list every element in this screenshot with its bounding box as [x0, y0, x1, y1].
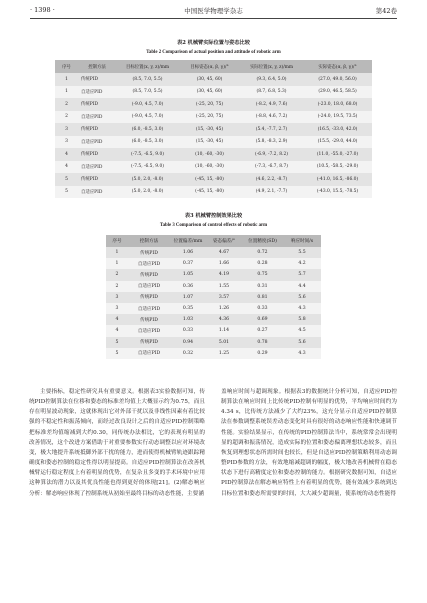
table2-cell: (27.0, 49.0, 56.0)	[303, 73, 372, 86]
table2-cell: 传统PID	[78, 123, 116, 136]
table2-cell: (-7.5, -6.5, 9.0)	[116, 148, 179, 161]
table2-caption-en: Table 2 Comparison of actual position and attitude of robotic arm	[146, 50, 281, 55]
table2-cell: 5	[55, 186, 78, 199]
table2-cell: 传统PID	[78, 98, 116, 111]
table2-header-cell: 序号	[55, 60, 78, 73]
table2-cell: (4.6, 2.2, -8.7)	[240, 173, 303, 186]
body-column-right	[221, 387, 397, 499]
table3-cell: 4.5	[283, 325, 321, 336]
page-header	[30, 6, 397, 18]
table2-row	[55, 148, 372, 161]
table3-row	[106, 325, 321, 336]
table3-caption-en: Table 3 Comparison of control effects of robotic arm	[159, 223, 268, 228]
table2-row	[55, 111, 372, 124]
table3-row	[106, 292, 321, 303]
table3-cell: 3	[106, 292, 128, 303]
table3-cell: 传统PID	[128, 337, 170, 348]
table2-cell: (5.0, 2.0, -8.0)	[116, 173, 179, 186]
table3-cell: 5.6	[283, 337, 321, 348]
table3-cell: 传统PID	[128, 314, 170, 325]
table2-cell: (-41.0, 16.5, -86.0)	[303, 173, 372, 186]
table2-cell: (11.0, -55.0, -27.0)	[303, 148, 372, 161]
table2-header-cell: 实际姿态(α, β, γ)/°	[303, 60, 372, 73]
table2-cell: (16.5, -33.0, 42.0)	[303, 123, 372, 136]
table3-cell: 2	[106, 269, 128, 280]
table3-cell: 4.19	[206, 269, 242, 280]
table3-row	[106, 314, 321, 325]
table2-cell: 3	[55, 136, 78, 149]
table2-cell: (-43.0, 15.5, -78.5)	[303, 186, 372, 199]
table3-header-cell: 位置偏差/mm	[170, 235, 206, 247]
table2-cell: (-7.5, -6.5, 9.0)	[116, 161, 179, 174]
table3-row	[106, 281, 321, 292]
table2-cell: (15, -30, 45)	[179, 136, 240, 149]
table2-cell: (9.3, 6.4, 5.0)	[240, 73, 303, 86]
table3-cell: 0.31	[242, 281, 283, 292]
table3-cell: 5.7	[283, 269, 321, 280]
table2-cell: (-25, 20, 75)	[179, 98, 240, 111]
table2-cell: (-24.0, 19.5, 73.5)	[303, 111, 372, 124]
table3-header-cell: 位置精度(SD)	[242, 235, 283, 247]
table2-cell: (10.5, -58.5, -29.0)	[303, 161, 372, 174]
body-paragraph: 盖响应时间与超调现象。根据表3的数据统计分析可知，自适应PID控制算法在响应时间上比传统PID控制有明显的优势，平均响应时间约为4.34 s，比传统方法减少了大约23%，这充分显示自适应PID控制算法在参数调整系统误差动态变化时具有很好的动态响应性能和快速调节性能。实验结果显示，在传统的PID控制算法当中，系统常常会出现明显的超调和振荡情况，造成实际的位置和姿态偏离理想状态较多，而且恢复到理想状态所需时间也较长，但是自适应PID控制策略利用动态调整PID参数的方法，有效地缩减超调的幅度，极大地改善机械臂在稳态状态下进行高精度定位和姿态控制的能力。根据研究数据可知，自适应PID控制算法在解态响应特性上有着明显的优势，能有效减少系统到达目标位置和姿态所需要的时间，大大减少超调量，使系统的动态性能得	[221, 389, 397, 497]
table2-cell: (5.8, -8.3, 2.9)	[240, 136, 303, 149]
table3-cell: 1.06	[170, 247, 206, 258]
table2-cell: 传统PID	[78, 148, 116, 161]
table2-cell: 传统PID	[78, 73, 116, 86]
table3-cell: 0.29	[242, 348, 283, 359]
table3-cell: 0.78	[242, 337, 283, 348]
table3-cell: 0.69	[242, 314, 283, 325]
table2-cell: (6.0, -8.5, 3.0)	[116, 123, 179, 136]
table3-cell: 4	[106, 314, 128, 325]
table2-cell: (15, -30, 45)	[179, 123, 240, 136]
table3-cell: 自适应PID	[128, 325, 170, 336]
table2-cell: (29.0, 46.5, 58.5)	[303, 86, 372, 99]
table2-header-cell: 实际位置(x, y, z)/mm	[240, 60, 303, 73]
table3-row	[106, 348, 321, 359]
table2-cell: 1	[55, 73, 78, 86]
table3-row	[106, 247, 321, 258]
table3-cell: 1.03	[170, 314, 206, 325]
table3-cell: 0.72	[242, 247, 283, 258]
table3-cell: 0.28	[242, 258, 283, 269]
table3-cell: 0.75	[242, 269, 283, 280]
table2-cell: 2	[55, 111, 78, 124]
table3-cell: 0.94	[170, 337, 206, 348]
table2-cell: (8.7, 6.8, 5.3)	[240, 86, 303, 99]
table3-row	[106, 258, 321, 269]
table2-cell: 5	[55, 173, 78, 186]
table2-row	[55, 123, 372, 136]
table2-header-cell: 目标姿态(α, β, γ)/°	[179, 60, 240, 73]
table2-cell: 自适应PID	[78, 136, 116, 149]
table3-cell: 4.3	[283, 348, 321, 359]
table3-row	[106, 337, 321, 348]
table3-cell: 1.55	[206, 281, 242, 292]
table2-row	[55, 173, 372, 186]
table3-cell: 1.07	[170, 292, 206, 303]
table3-cell: 5.6	[283, 292, 321, 303]
table2-cell: (10, -60, -30)	[179, 161, 240, 174]
table3-cell: 5.01	[206, 337, 242, 348]
table2-cell: (5.0, 2.0, -8.0)	[116, 186, 179, 199]
table3-cell: 3.57	[206, 292, 242, 303]
table2-cell: (4.9, 2.1, -7.7)	[240, 186, 303, 199]
table3-cell: 2	[106, 281, 128, 292]
table3-cell: 3	[106, 303, 128, 314]
table2-cell: (-8.8, 4.6, 7.2)	[240, 111, 303, 124]
table3-caption-cn: 表3 机械臂控制效果比较	[184, 213, 243, 219]
table3-cell: 4	[106, 325, 128, 336]
table3	[106, 235, 321, 359]
table3-cell: 1.14	[206, 325, 242, 336]
journal-title: 中国医学物理学杂志	[184, 7, 243, 15]
table3-cell: 0.27	[242, 325, 283, 336]
table2-cell: 4	[55, 148, 78, 161]
table3-header-cell: 控制方法	[128, 235, 170, 247]
volume-label: 第42卷	[375, 7, 397, 15]
table2-cell: (-45, 15, -80)	[179, 186, 240, 199]
table2-cell: (8.5, 7.0, 5.5)	[116, 86, 179, 99]
table3-cell: 1.05	[170, 269, 206, 280]
table2-cell: (15.5, -29.0, 44.0)	[303, 136, 372, 149]
table2-cell: 2	[55, 98, 78, 111]
table3-cell: 5.8	[283, 314, 321, 325]
table3-cell: 0.81	[242, 292, 283, 303]
body-paragraph: 主要指标，稳定性研究具有重要意义。根据表3实验数据可知，传统PID控制算法在位移和姿态的标准差均值上大概显示约为0.75，而且存在明显波动现象，这就体现出它对外部干扰以及非线性因素有着比较强的不稳定性和振荡倾向，而经过改良设计之后的自适应PID控制策略把标准差均值缩减到大约0.30，同传统办法相比，它的表现有明显的改善情况，这个改进方案借助于对重要参数实行动态调整以应对环境改变，极大地提升系统抵御外部干扰的能力，进而使得机械臂轨迹跟踪精确度和姿态控制的稳定性得以明显提高。自适应PID控制算法在改善机械臂运行稳定程度上有着明显的优势，在复杂且多变的手术环境中应用这种算法的潜力以及其优良性能也得到更好的体现[21]。(2)解态响应分析：解态响应体现了控制系统从初始至最终目标的动态性能，主要涵	[29, 389, 205, 497]
table3-cell: 4.67	[206, 247, 242, 258]
table2-cell: 4	[55, 161, 78, 174]
table3-cell: 1	[106, 247, 128, 258]
table2-cell: 自适应PID	[78, 186, 116, 199]
table3-row	[106, 269, 321, 280]
table2-cell: (8.5, 7.0, 5.5)	[116, 73, 179, 86]
table2-header-cell: 目标位置(x, y, z)/mm	[116, 60, 179, 73]
table3-cell: 5	[106, 348, 128, 359]
table3-cell: 0.33	[170, 325, 206, 336]
table2-cell: (-23.0, 18.0, 68.0)	[303, 98, 372, 111]
table2-header-row	[55, 60, 372, 73]
page-number: · 1398 ·	[30, 6, 55, 14]
table3-cell: 1.26	[206, 303, 242, 314]
table2-row	[55, 86, 372, 99]
table2	[55, 60, 372, 198]
table2-cell: (-25, 20, 75)	[179, 111, 240, 124]
table2-cell: (-9.0, 4.5, 7.0)	[116, 98, 179, 111]
table3-header-cell: 响应时间/s	[283, 235, 321, 247]
table3-cell: 1	[106, 258, 128, 269]
table3-cell: 传统PID	[128, 269, 170, 280]
table3-header-cell: 姿态偏差/°	[206, 235, 242, 247]
table2-row	[55, 98, 372, 111]
table3-row	[106, 303, 321, 314]
table3-cell: 4.2	[283, 258, 321, 269]
table2-cell: (30, 45, 60)	[179, 86, 240, 99]
table3-cell: 1.66	[206, 258, 242, 269]
table2-cell: (10, -60, -30)	[179, 148, 240, 161]
body-column-left	[29, 387, 205, 499]
table2-cell: 自适应PID	[78, 111, 116, 124]
table2-cell: (6.0, -8.5, 3.0)	[116, 136, 179, 149]
table3-cell: 自适应PID	[128, 258, 170, 269]
table2-row	[55, 73, 372, 86]
table3-cell: 自适应PID	[128, 348, 170, 359]
table3-cell: 传统PID	[128, 292, 170, 303]
table2-cell: (-6.9, -7.2, 8.2)	[240, 148, 303, 161]
table3-cell: 0.32	[170, 348, 206, 359]
header-rule	[30, 18, 397, 19]
table3-cell: 1.25	[206, 348, 242, 359]
table2-header-cell: 控制方法	[78, 60, 116, 73]
table3-cell: 0.36	[170, 281, 206, 292]
table2-row	[55, 136, 372, 149]
table3-cell: 0.33	[242, 303, 283, 314]
table2-cell: 自适应PID	[78, 161, 116, 174]
table2-row	[55, 186, 372, 199]
table2-caption-cn: 表2 机械臂实际位置与姿态比较	[177, 40, 250, 46]
table3-cell: 传统PID	[128, 247, 170, 258]
table2-cell: 1	[55, 86, 78, 99]
table2-cell: 传统PID	[78, 173, 116, 186]
table2-cell: (-9.0, 4.5, 7.0)	[116, 111, 179, 124]
table3-header-cell: 序号	[106, 235, 128, 247]
table3-header-row	[106, 235, 321, 247]
table2-cell: (-8.2, 4.9, 7.6)	[240, 98, 303, 111]
table3-cell: 5	[106, 337, 128, 348]
table3-cell: 4.36	[206, 314, 242, 325]
table2-cell: (30, 45, 60)	[179, 73, 240, 86]
table3-cell: 4.4	[283, 281, 321, 292]
table3-cell: 0.37	[170, 258, 206, 269]
table2-cell: 3	[55, 123, 78, 136]
table2-row	[55, 161, 372, 174]
table3-cell: 自适应PID	[128, 281, 170, 292]
table2-cell: 自适应PID	[78, 86, 116, 99]
table2-cell: (-7.3, -6.7, 8.7)	[240, 161, 303, 174]
table3-cell: 自适应PID	[128, 303, 170, 314]
table3-cell: 0.35	[170, 303, 206, 314]
table3-cell: 4.3	[283, 303, 321, 314]
table3-cell: 5.5	[283, 247, 321, 258]
table2-cell: (-45, 15, -80)	[179, 173, 240, 186]
table2-cell: (5.4, -7.7, 2.7)	[240, 123, 303, 136]
